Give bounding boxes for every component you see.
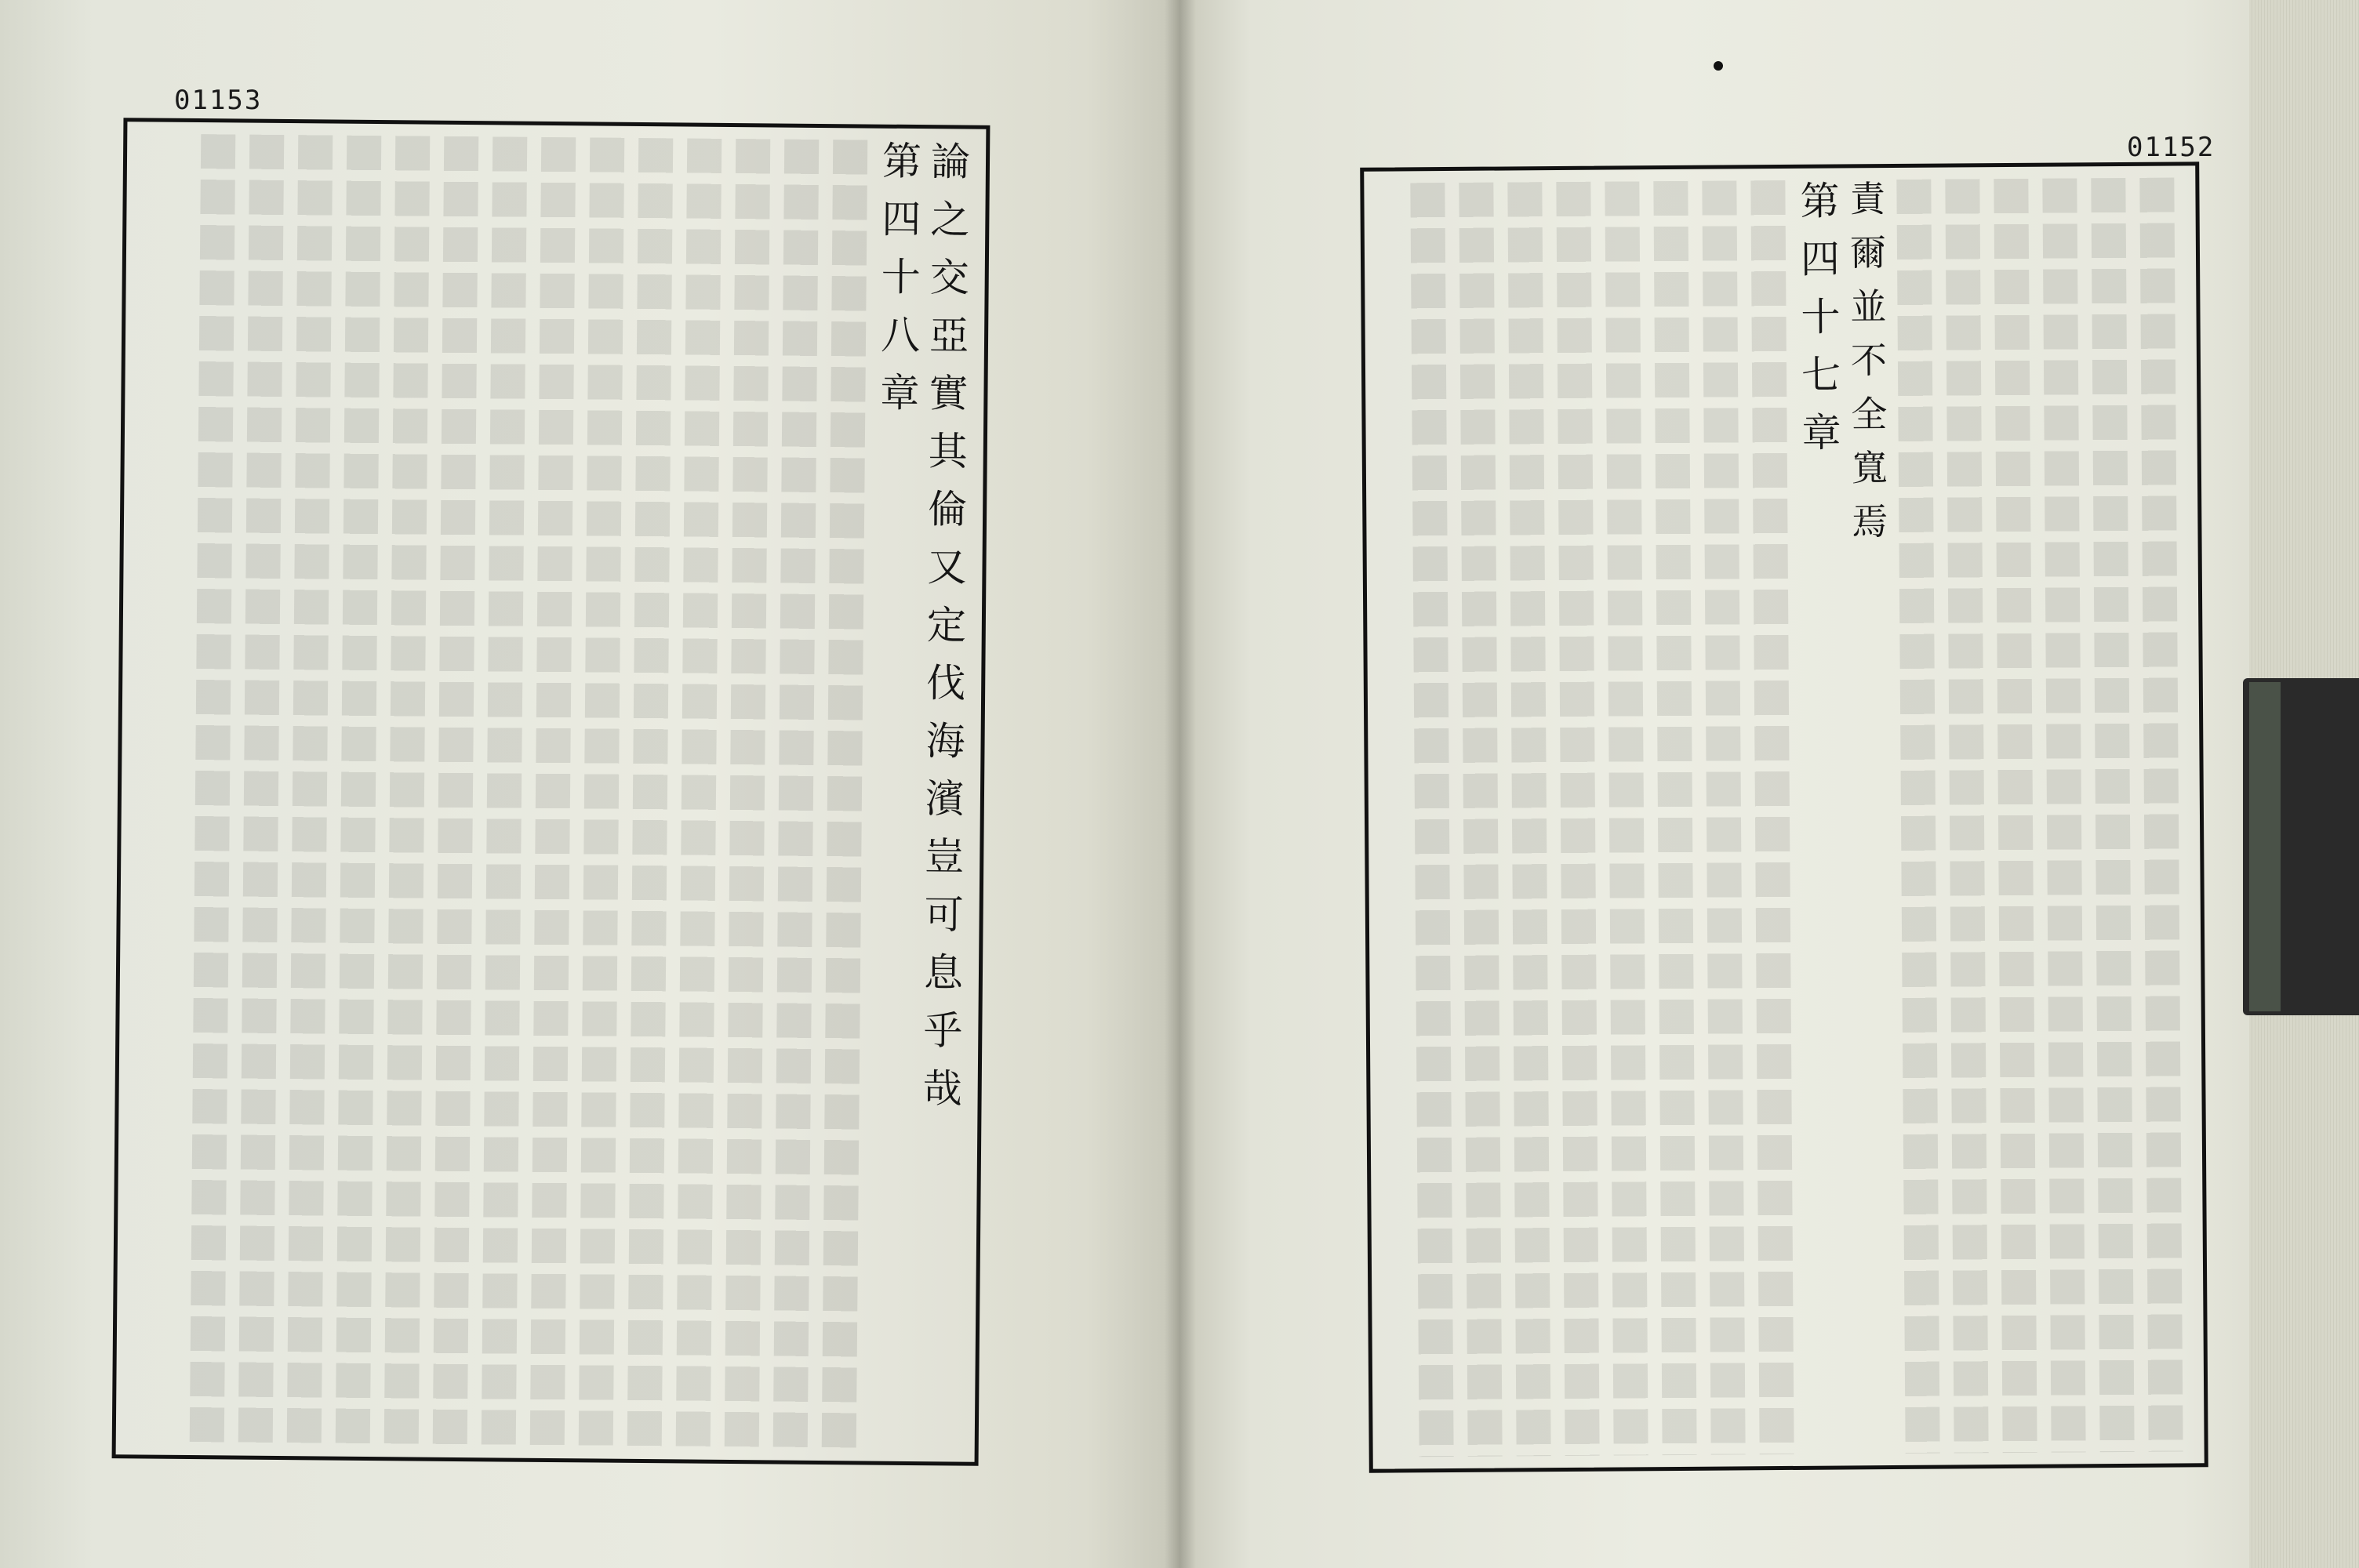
right-text-column: [1410, 183, 1453, 1457]
right-text-column: [1994, 179, 2037, 1453]
right-text-column: 責 爾 並 不 全 寬 焉: [1844, 180, 1889, 543]
right-text-column: [1945, 179, 1988, 1453]
right-text-column: [1750, 180, 1794, 1454]
right-text-column: [1556, 182, 1599, 1456]
left-text-columns: [132, 133, 971, 1450]
left-text-column: [238, 135, 285, 1444]
left-text-column: [725, 139, 771, 1448]
right-text-column: 第 四 十 七 章: [1794, 180, 1841, 455]
left-text-column: [627, 138, 674, 1447]
right-text-frame: [1360, 162, 2208, 1472]
left-text-column: [433, 136, 479, 1446]
left-text-column: [773, 140, 820, 1449]
left-text-column: 論 之 交 亞 實 其 倫 又 定 伐 海 濱 豈 可 息 乎 哉: [916, 140, 971, 1110]
bookmark-tab-label: [2249, 682, 2281, 1011]
right-margin-running-head: [2221, 8, 2268, 557]
left-text-column: [676, 138, 722, 1447]
left-text-column: [822, 140, 868, 1449]
left-text-frame: [112, 118, 990, 1466]
right-text-columns: [1379, 177, 2188, 1457]
left-text-column: [530, 137, 576, 1446]
left-text-column: [482, 136, 528, 1446]
right-text-column: [2139, 178, 2183, 1452]
right-page-number: 01152: [2127, 132, 2215, 163]
right-text-column: [1507, 182, 1550, 1456]
right-text-column: [1653, 181, 1696, 1455]
left-text-column: [287, 135, 333, 1444]
right-text-column: [1702, 180, 1745, 1454]
left-text-column: [579, 137, 625, 1446]
right-text-column: [1459, 183, 1502, 1457]
right-text-column: [2091, 178, 2134, 1452]
left-text-column: 第 四 十 八 章: [874, 140, 922, 415]
left-page-number: 01153: [174, 85, 263, 116]
bookmark-tab: [2243, 678, 2359, 1015]
left-text-column: [336, 136, 382, 1445]
right-text-column: [1605, 181, 1648, 1455]
book-gutter: [1165, 0, 1196, 1568]
left-text-column: [384, 136, 431, 1445]
ink-dot: [1714, 61, 1723, 71]
left-text-column: [190, 134, 236, 1443]
right-text-column: [1896, 180, 1939, 1454]
right-text-column: [2042, 178, 2085, 1452]
